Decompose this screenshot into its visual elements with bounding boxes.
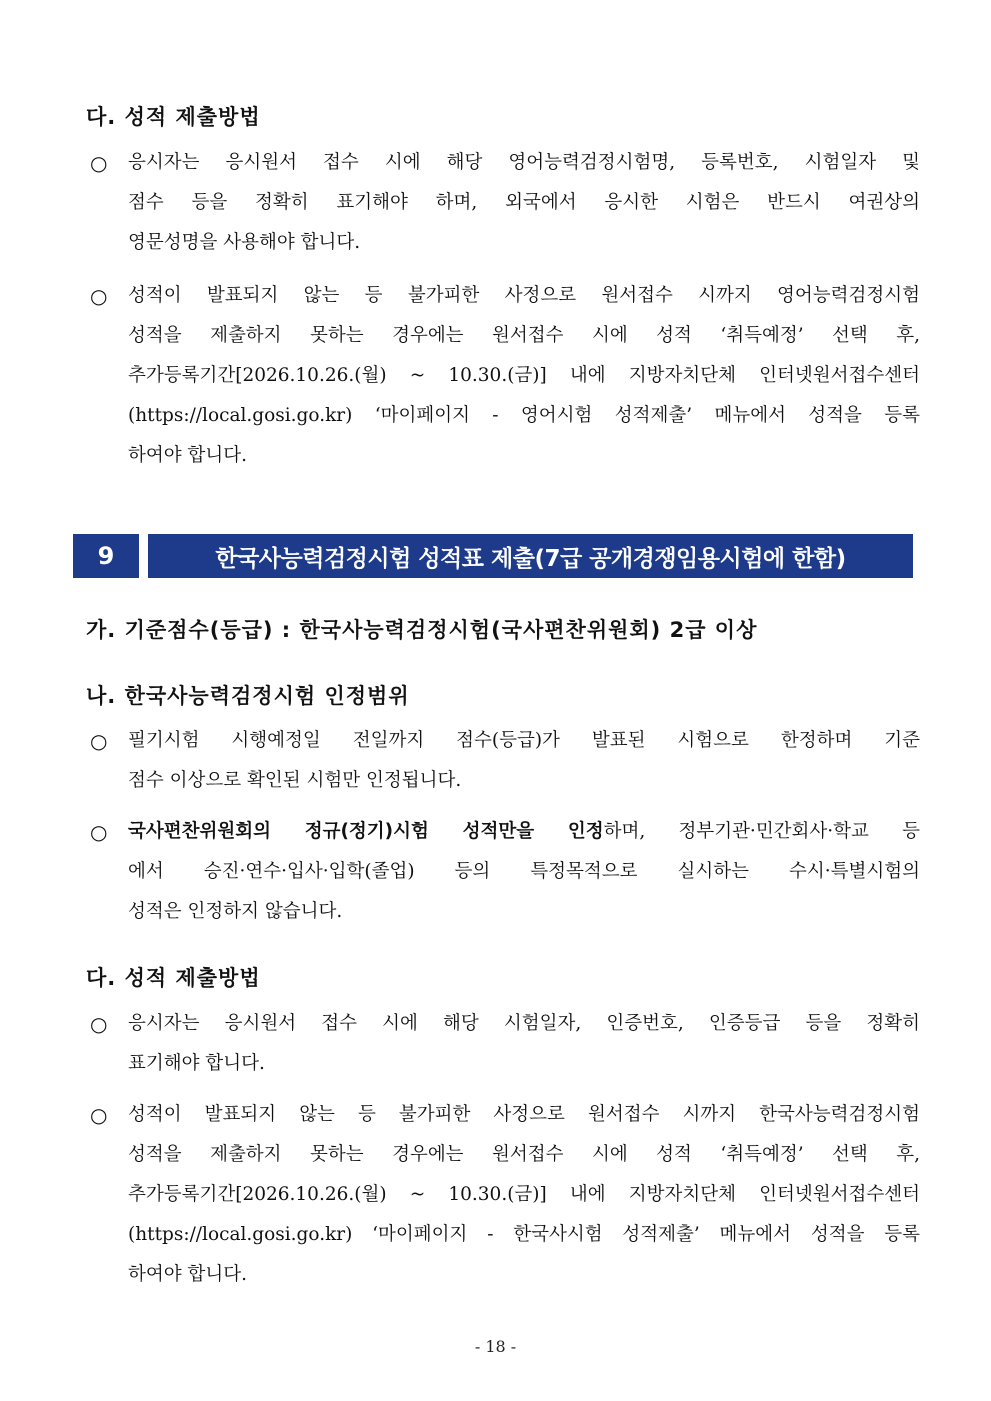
- text-line: 에서 승진·연수·입사·입학(졸업) 등의 특정목적으로 실시하는 수시·특별시험의: [128, 861, 920, 882]
- bullet-circle-icon: ○: [90, 151, 108, 175]
- bullet-circle-icon: ○: [90, 729, 108, 753]
- text-line: (https://local.gosi.go.kr) ‘마이페이지 - 한국사시험 성적제출’ 메뉴에서 성적을 등록: [128, 1224, 920, 1245]
- list-item: [90, 276, 920, 476]
- text-line: 표기해야 합니다.: [128, 1053, 265, 1074]
- list-item: [90, 143, 920, 263]
- bullet-circle-icon: ○: [90, 1103, 108, 1127]
- text-line: (https://local.gosi.go.kr) ‘마이페이지 - 영어시험 성적제출’ 메뉴에서 성적을 등록: [128, 405, 920, 426]
- list-item: [90, 812, 920, 932]
- text-line: 추가등록기간[2026.10.26.(월) ~ 10.30.(금)] 내에 지방자치단체 인터넷원서접수센터: [128, 365, 920, 386]
- text-span: 하며, 정부기관·민간회사·학교 등: [603, 821, 920, 842]
- section-heading-submission-method: 다. 성적 제출방법: [86, 105, 261, 129]
- text-line: 점수 등을 정확히 표기해야 하며, 외국에서 응시한 시험은 반드시 여권상의: [128, 192, 920, 213]
- text-line: 성적이 발표되지 않는 등 불가피한 사정으로 원서접수 시까지 한국사능력검정시험: [128, 1104, 920, 1125]
- bullet-circle-icon: ○: [90, 820, 108, 844]
- text-line: 하여야 합니다.: [128, 1264, 247, 1285]
- text-line: 필기시험 시행예정일 전일까지 점수(등급)가 발표된 시험으로 한정하며 기준: [128, 730, 920, 751]
- list-item: [90, 1004, 920, 1084]
- text-line: 성적을 제출하지 못하는 경우에는 원서접수 시에 성적 ‘취득예정’ 선택 후,: [128, 1144, 920, 1165]
- bullet-circle-icon: ○: [90, 284, 108, 308]
- emphasis-text: 국사편찬위원회의 정규(정기)시험 성적만을 인정: [128, 821, 604, 842]
- text-line: 응시자는 응시원서 접수 시에 해당 시험일자, 인증번호, 인증등급 등을 정확히: [128, 1013, 920, 1034]
- text-line: 추가등록기간[2026.10.26.(월) ~ 10.30.(금)] 내에 지방자치단체 인터넷원서접수센터: [128, 1184, 920, 1205]
- text-line: 점수 이상으로 확인된 시험만 인정됩니다.: [128, 770, 462, 791]
- text-line: 성적이 발표되지 않는 등 불가피한 사정으로 원서접수 시까지 영어능력검정시험: [128, 285, 920, 306]
- section-heading-standard-score: 가. 기준점수(등급) : 한국사능력검정시험(국사편찬위원회) 2급 이상: [86, 618, 758, 642]
- text-line: [90, 812, 920, 852]
- text-line: 하여야 합니다.: [128, 445, 247, 466]
- list-item: [90, 721, 920, 801]
- section-number-badge: 9: [73, 534, 139, 578]
- section-heading-recognition-scope: 나. 한국사능력검정시험 인정범위: [86, 684, 410, 708]
- bullet-circle-icon: ○: [90, 1012, 108, 1036]
- text-line: 영문성명을 사용해야 합니다.: [128, 232, 361, 253]
- text-line: 응시자는 응시원서 접수 시에 해당 영어능력검정시험명, 등록번호, 시험일자 및: [128, 152, 920, 173]
- section-heading-submission-method: 다. 성적 제출방법: [86, 966, 261, 990]
- page-number: - 18 -: [474, 1337, 517, 1356]
- text-line: 성적을 제출하지 못하는 경우에는 원서접수 시에 성적 ‘취득예정’ 선택 후,: [128, 325, 920, 346]
- section-title-banner: 한국사능력검정시험 성적표 제출(7급 공개경쟁임용시험에 한함): [148, 534, 913, 578]
- list-item: [90, 1095, 920, 1295]
- text-line: 성적은 인정하지 않습니다.: [128, 901, 343, 922]
